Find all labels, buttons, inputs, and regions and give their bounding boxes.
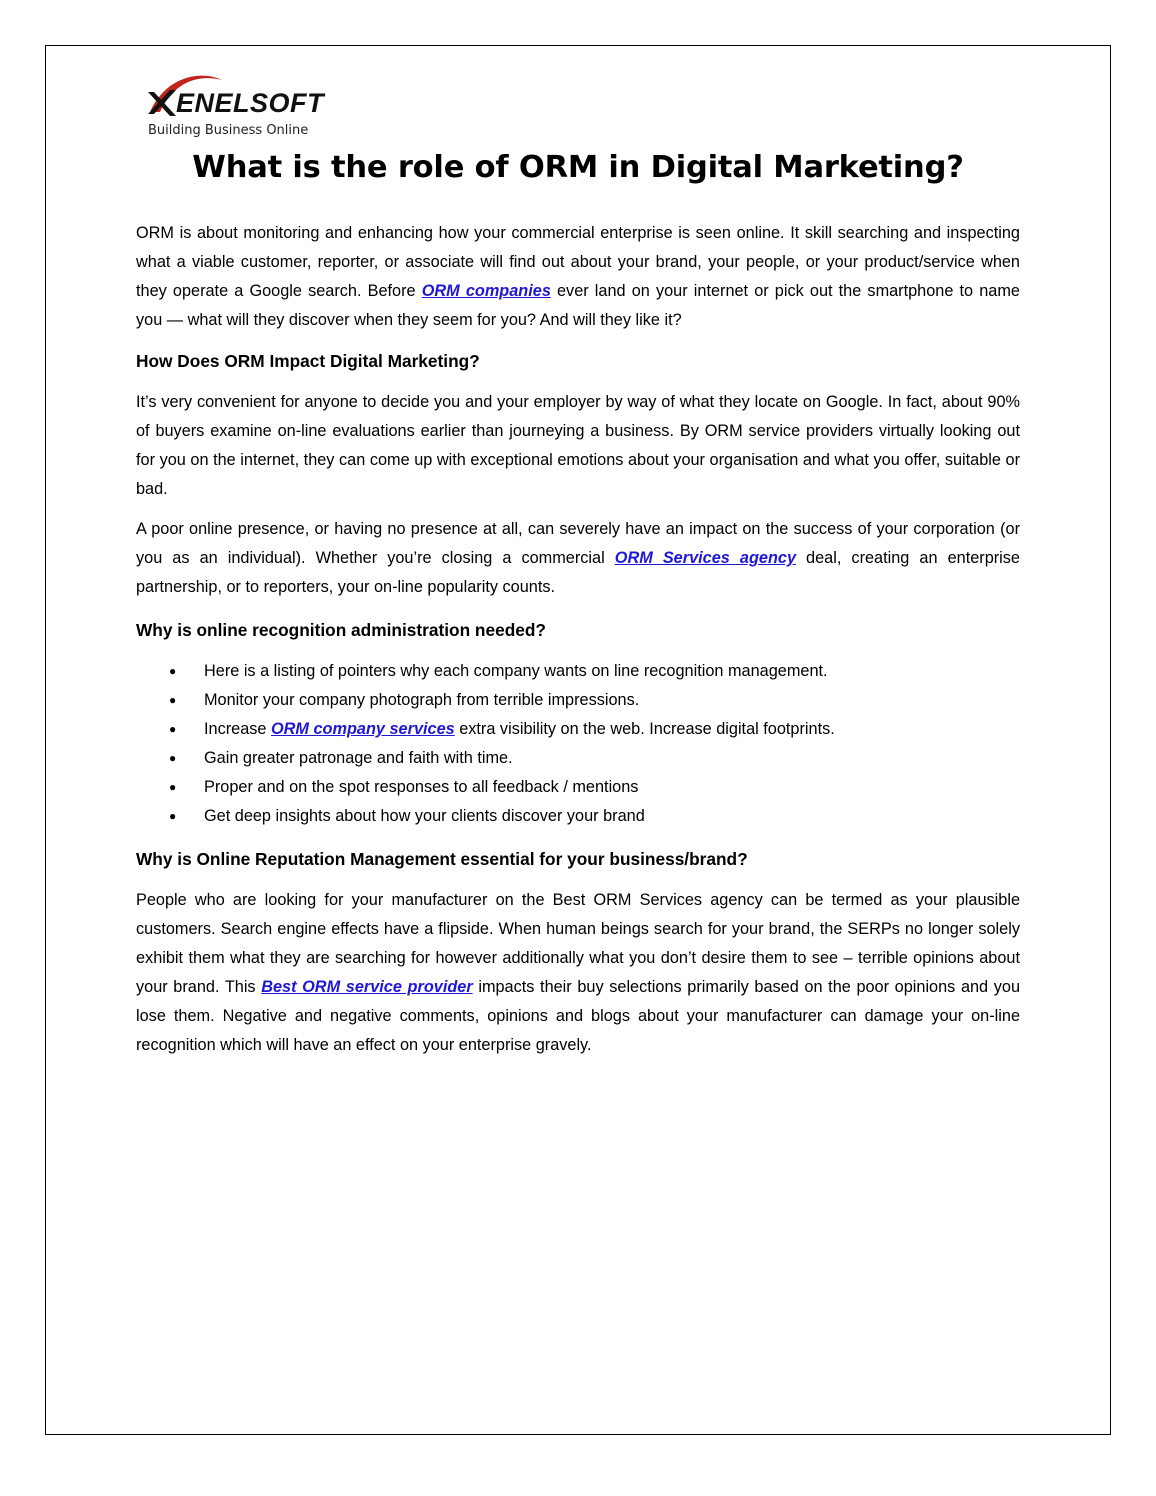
list-item: ● Proper and on the spot responses to all feedback / mentions [136,773,1020,802]
orm-companies-link[interactable]: ORM companies [421,282,551,300]
list-item: ● Here is a listing of pointers why each company wants on line recognition management. [136,657,1020,686]
impact-paragraph-1: It’s very convenient for anyone to decide you and your employer by way of what they locate on Google. In fact, about 90% of buyers examine on-line evaluations earlier than journeying a business. By ORM service providers virtually looking out for you on the internet, they can come up with exceptional emotions about your organisation and what you offer, suitable or bad. [136,393,1020,498]
list-item-text-post: extra visibility on the web. Increase digital footprints. [454,720,835,738]
orm-company-services-link[interactable]: ORM company services [270,720,455,738]
intro-text-1: ORM is about monitoring and enhancing how your commercial enterprise is seen online. It skill searching and inspecting what a viable customer, reporter, or associate will find out about your brand, your people, or your product/service when they operate a Google search. Before [136,224,1020,300]
section-heading-essential: Why is Online Reputation Management essential for your business/brand? [136,849,748,869]
impact-text-1: A poor online presence, or having no presence at all, can severely have an impact on the success of your corporation (or you as an individual). Whether you’re closing a commercial [136,520,1020,567]
list-item: ● Gain greater patronage and faith with time. [136,744,1020,773]
logo-tagline: Building Business Online [148,123,309,138]
section-heading-needed: Why is online recognition administration needed? [136,620,546,640]
impact-text-2: deal, creating an enterprise partnership, or to reporters, your on-line popularity counts. [136,549,1020,596]
essential-paragraph [136,886,1020,1060]
list-item: ● Monitor your company photograph from terrible impressions. [136,686,1020,715]
best-orm-service-provider-link[interactable]: Best ORM service provider [261,978,473,996]
list-item-text-pre: Increase [204,720,271,738]
reasons-list [136,657,1020,831]
article-body [136,219,1020,1060]
list-item: ● Get deep insights about how your clients discover your brand [136,802,1020,831]
logo-wordmark: ENELSOFT [176,88,325,118]
enelsoft-logo [146,72,356,142]
intro-text-2: ever land on your internet or pick out the smartphone to name you — what will they discover when they seem for you? And will they like it? [136,282,1020,329]
impact-paragraph-2 [136,515,1020,602]
page-title: What is the role of ORM in Digital Marketing? [192,150,964,185]
essential-text-1: People who are looking for your manufacturer on the Best ORM Services agency can be termed as your plausible customers. Search engine effects have a flipside. When human beings search for your brand, the SERPs no longer solely exhibit them what they are searching for however additionally what you don’t desire them to see – terrible opinions about your brand. This [136,891,1020,996]
intro-paragraph [136,219,1020,335]
orm-services-agency-link[interactable]: ORM Services agency [614,549,796,567]
list-item [136,715,1020,744]
section-heading-impact: How Does ORM Impact Digital Marketing? [136,351,480,371]
essential-text-2: impacts their buy selections primarily based on the poor opinions and you lose them. Negative and negative comments, opinions and blogs about your manufacturer can damage your on-line recognition which will have an effect on your enterprise gravely. [136,978,1020,1054]
